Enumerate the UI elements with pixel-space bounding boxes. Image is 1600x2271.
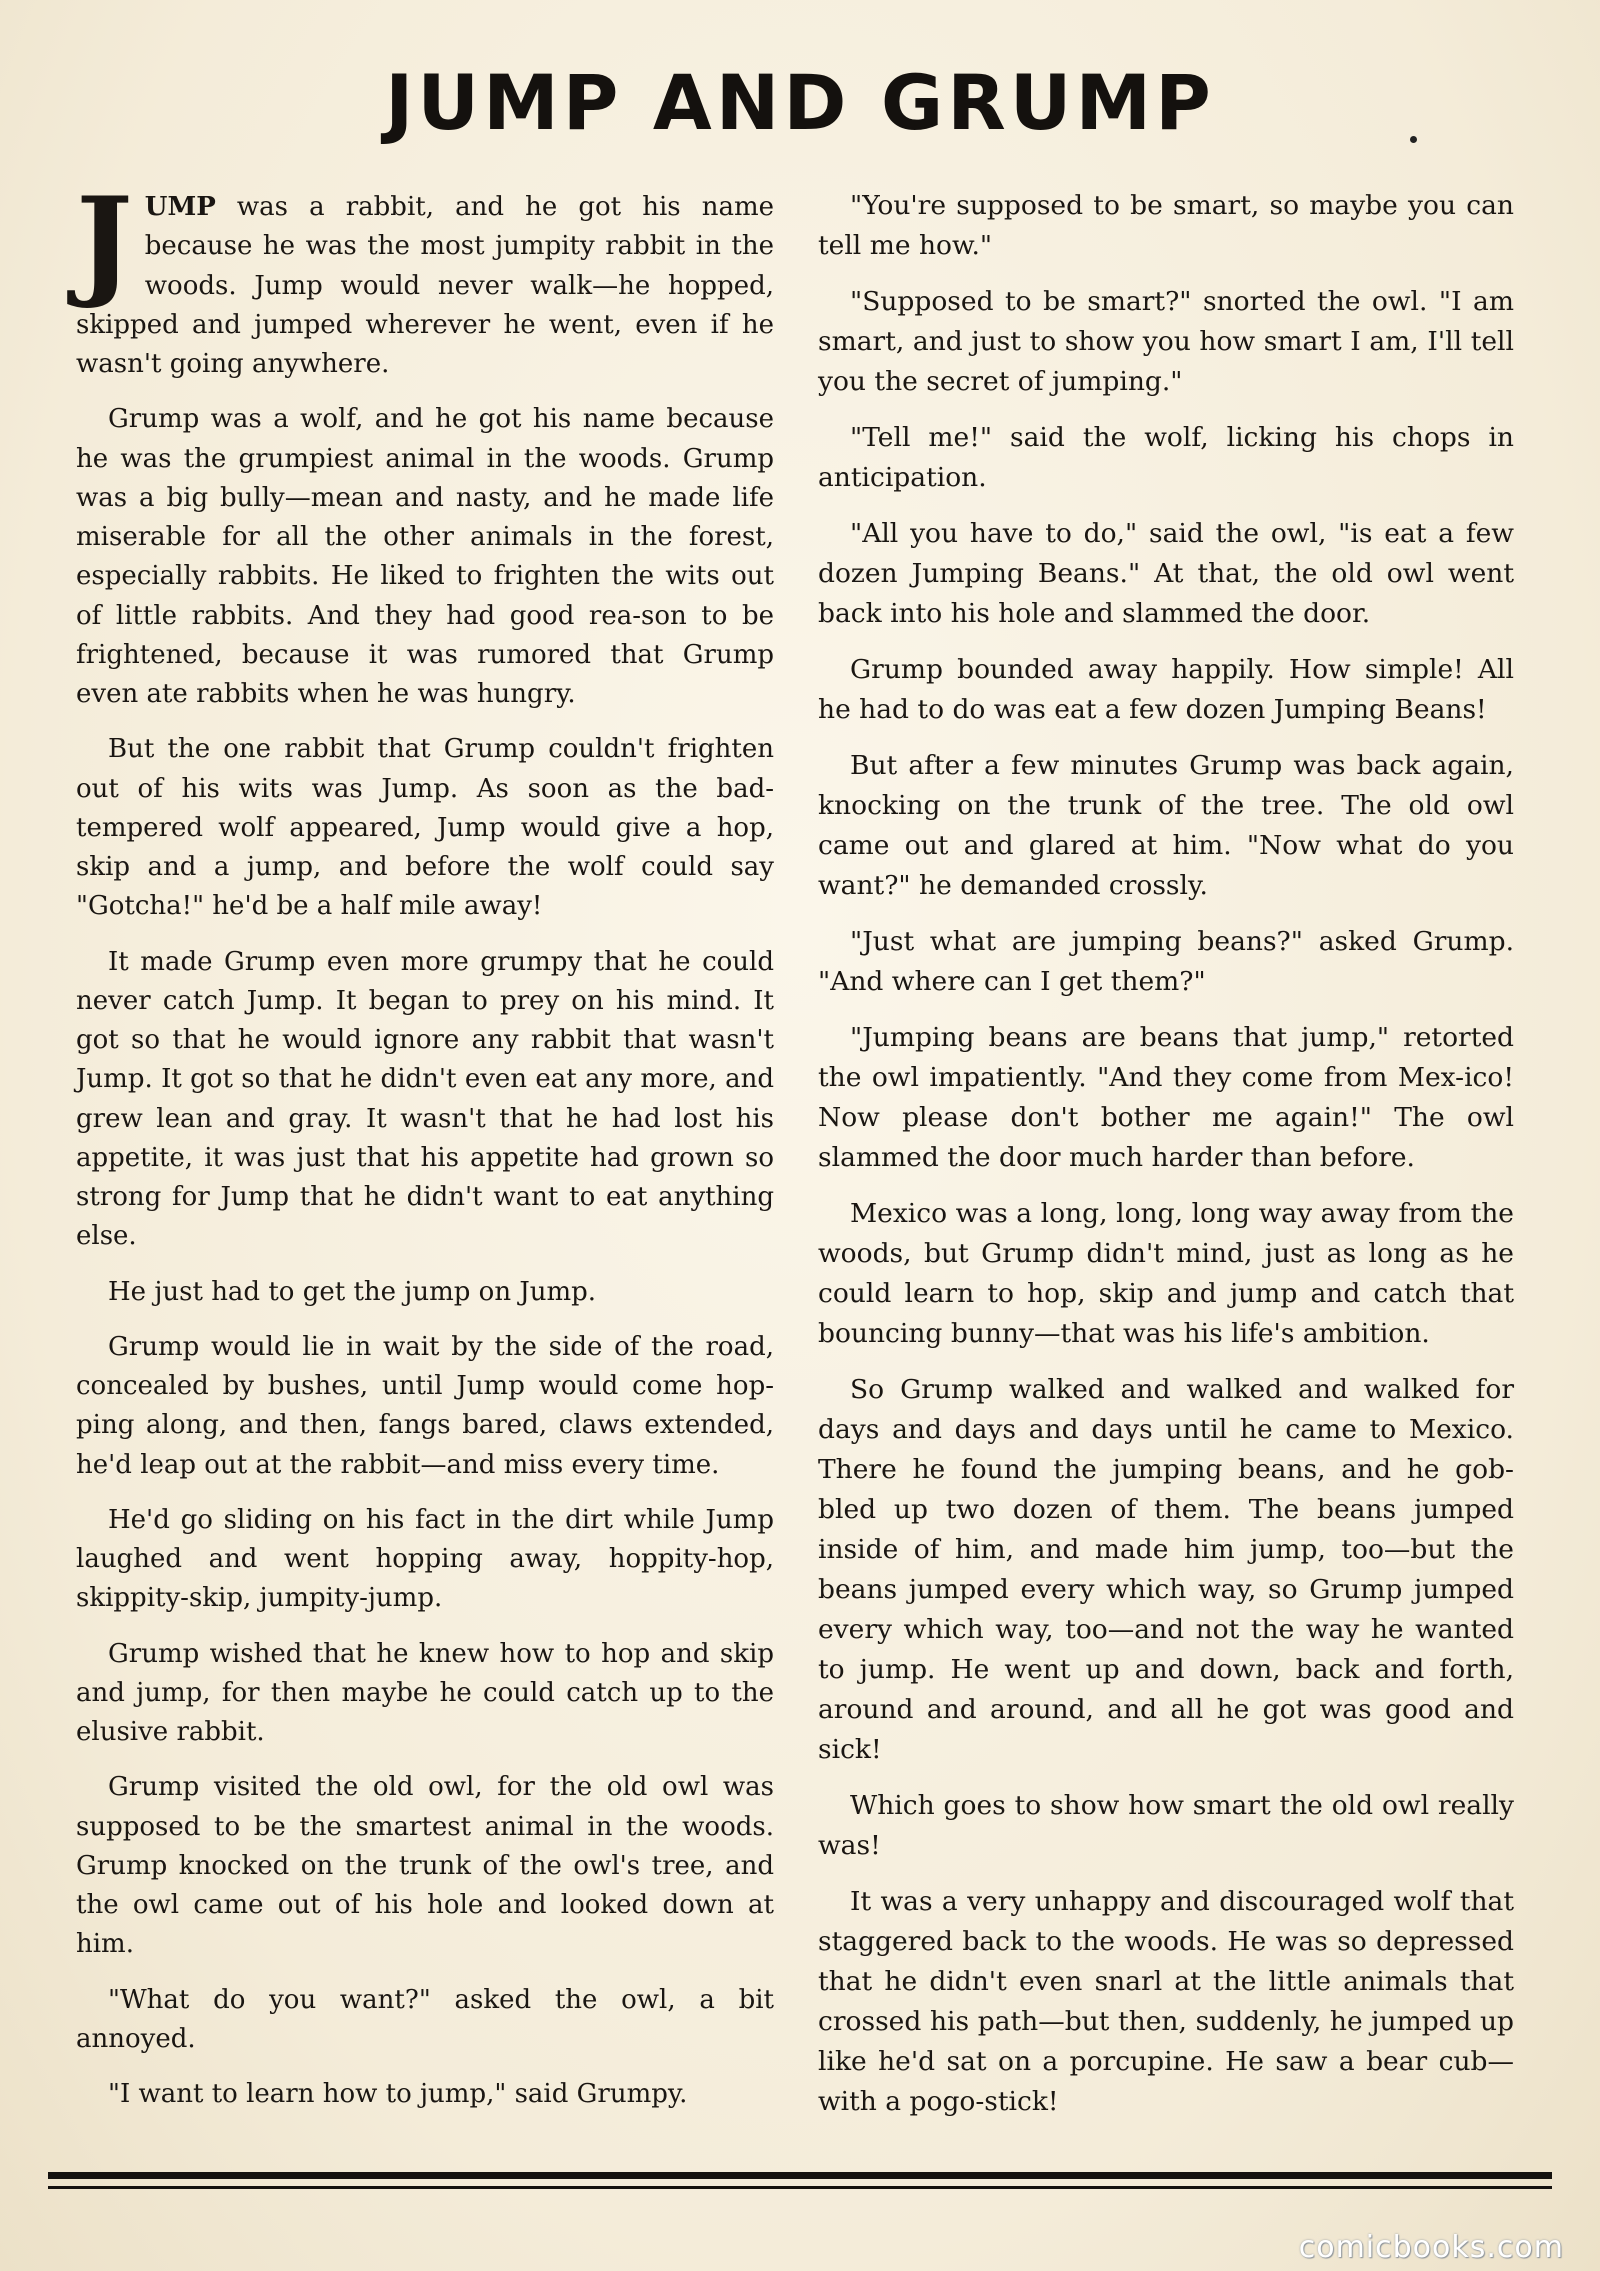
print-speck xyxy=(1410,136,1417,143)
paragraph: It made Grump even more grumpy that he could never catch Jump. It began to prey on his mind. It got so that he would ignore any rabbit that wasn't Jump. It got so that he didn't even eat any more, and grew lean and gray. It wasn't that he had lost his appetite, it was just that his appetite had grown so strong for Jump that he didn't want to eat anything else. xyxy=(76,946,774,1252)
paragraph: Grump wished that he knew how to hop and skip and jump, for then maybe he could catch up to the elusive rabbit. xyxy=(76,1638,774,1747)
paragraph: He'd go sliding on his fact in the dirt while Jump laughed and went hopping away, hoppity-hop, skippity-skip, jumpity-jump. xyxy=(76,1504,774,1614)
paragraph: So Grump walked and walked and walked for days and days and days until he came to Mexico. There he found the jumping beans, and he gob-bled up two dozen of them. The beans jumped inside of him, and made him jump, too—but the beans jumped every which way, so Grump jumped every which way, too—and not the way he wanted to jump. He went up and down, back and forth, around and around, and all he got was good and sick! xyxy=(818,1374,1514,1765)
paragraph: "What do you want?" asked the owl, a bit annoyed. xyxy=(76,1984,774,2054)
paragraph: He just had to get the jump on Jump. xyxy=(108,1276,597,1307)
footer-rule-thin xyxy=(48,2186,1552,2189)
paragraph: "All you have to do," said the owl, "is eat a few dozen Jumping Beans." At that, the old owl went back into his hole and slammed the door. xyxy=(818,518,1514,629)
paragraph xyxy=(76,171,774,384)
drop-cap: J xyxy=(76,171,133,312)
watermark: comicbooks.com xyxy=(1298,2230,1564,2265)
paragraph: "You're supposed to be smart, so maybe you can tell me how." xyxy=(818,190,1514,261)
footer-rule-thick xyxy=(48,2172,1552,2179)
paragraph: But after a few minutes Grump was back again, knocking on the trunk of the tree. The old owl came out and glared at him. "Now what do you want?" he demanded crossly. xyxy=(818,750,1514,901)
paragraph: But the one rabbit that Grump couldn't frighten out of his wits was Jump. As soon as the bad-tempered wolf appeared, Jump would give a hop, skip and a jump, and before the wolf could say "Gotcha!" he'd be a half mile away! xyxy=(76,734,774,922)
paragraph: Grump visited the old owl, for the old owl was supposed to be the smartest animal in the woods. Grump knocked on the trunk of the owl's tree, and the owl came out of his hole and looked down at him. xyxy=(76,1772,774,1960)
paragraph: Grump bounded away happily. How simple! All he had to do was eat a few dozen Jumping Beans! xyxy=(818,654,1514,725)
paragraph: "Supposed to be smart?" snorted the owl. "I am smart, and just to show you how smart I am, I'll tell you the secret of jumping." xyxy=(818,286,1514,397)
paragraph: Grump was a wolf, and he got his name because he was the grumpiest animal in the woods. Grump was a big bully—mean and nasty, and he made life miserable for all the other animals in the forest, especially rabbits. He liked to frighten the wits out of little rabbits. And they had good rea-son to be frightened, because it was rumored that Grump even ate rabbits when he was hungry. xyxy=(76,404,774,709)
paragraph: It was a very unhappy and discouraged wolf that staggered back to the woods. He was so depressed that he didn't even snarl at the little animals that crossed his path—but then, suddenly, he jumped up like he'd sat on a porcupine. He saw a bear cub—with a pogo-stick! xyxy=(818,1886,1514,2117)
paragraph: "Tell me!" said the wolf, licking his chops in anticipation. xyxy=(818,422,1514,493)
paragraph: "Just what are jumping beans?" asked Grump. "And where can I get them?" xyxy=(818,926,1514,997)
left-column xyxy=(76,171,774,2130)
paragraph: "Jumping beans are beans that jump," retorted the owl impatiently. "And they come from Mex-ico! Now please don't bother me again!" The owl slammed the door much harder than before. xyxy=(818,1022,1514,1173)
paragraph: Mexico was a long, long, long way away from the woods, but Grump didn't mind, just as long as he could learn to hop, skip and jump and catch that bouncing bunny—that was his life's ambition. xyxy=(818,1198,1514,1349)
paragraph: Which goes to show how smart the old owl really was! xyxy=(818,1790,1514,1861)
paragraph: "I want to learn how to jump," said Grumpy. xyxy=(108,2079,688,2109)
lead-word: UMP xyxy=(144,192,216,222)
paragraph-text: was a rabbit, and he got his name because he was the most jumpity rabbit in the woods. Jump would never walk—he hopped, skipped and jumped wherever he went, even if he wasn't going anywhere. xyxy=(76,192,774,379)
story-title: JUMP AND GRUMP xyxy=(385,58,1215,147)
paragraph: Grump would lie in wait by the side of the road, concealed by bushes, until Jump would come hop-ping along, and then, fangs bared, claws extended, he'd leap out at the rabbit—and miss every time. xyxy=(76,1331,774,1480)
right-column xyxy=(818,186,1514,2138)
